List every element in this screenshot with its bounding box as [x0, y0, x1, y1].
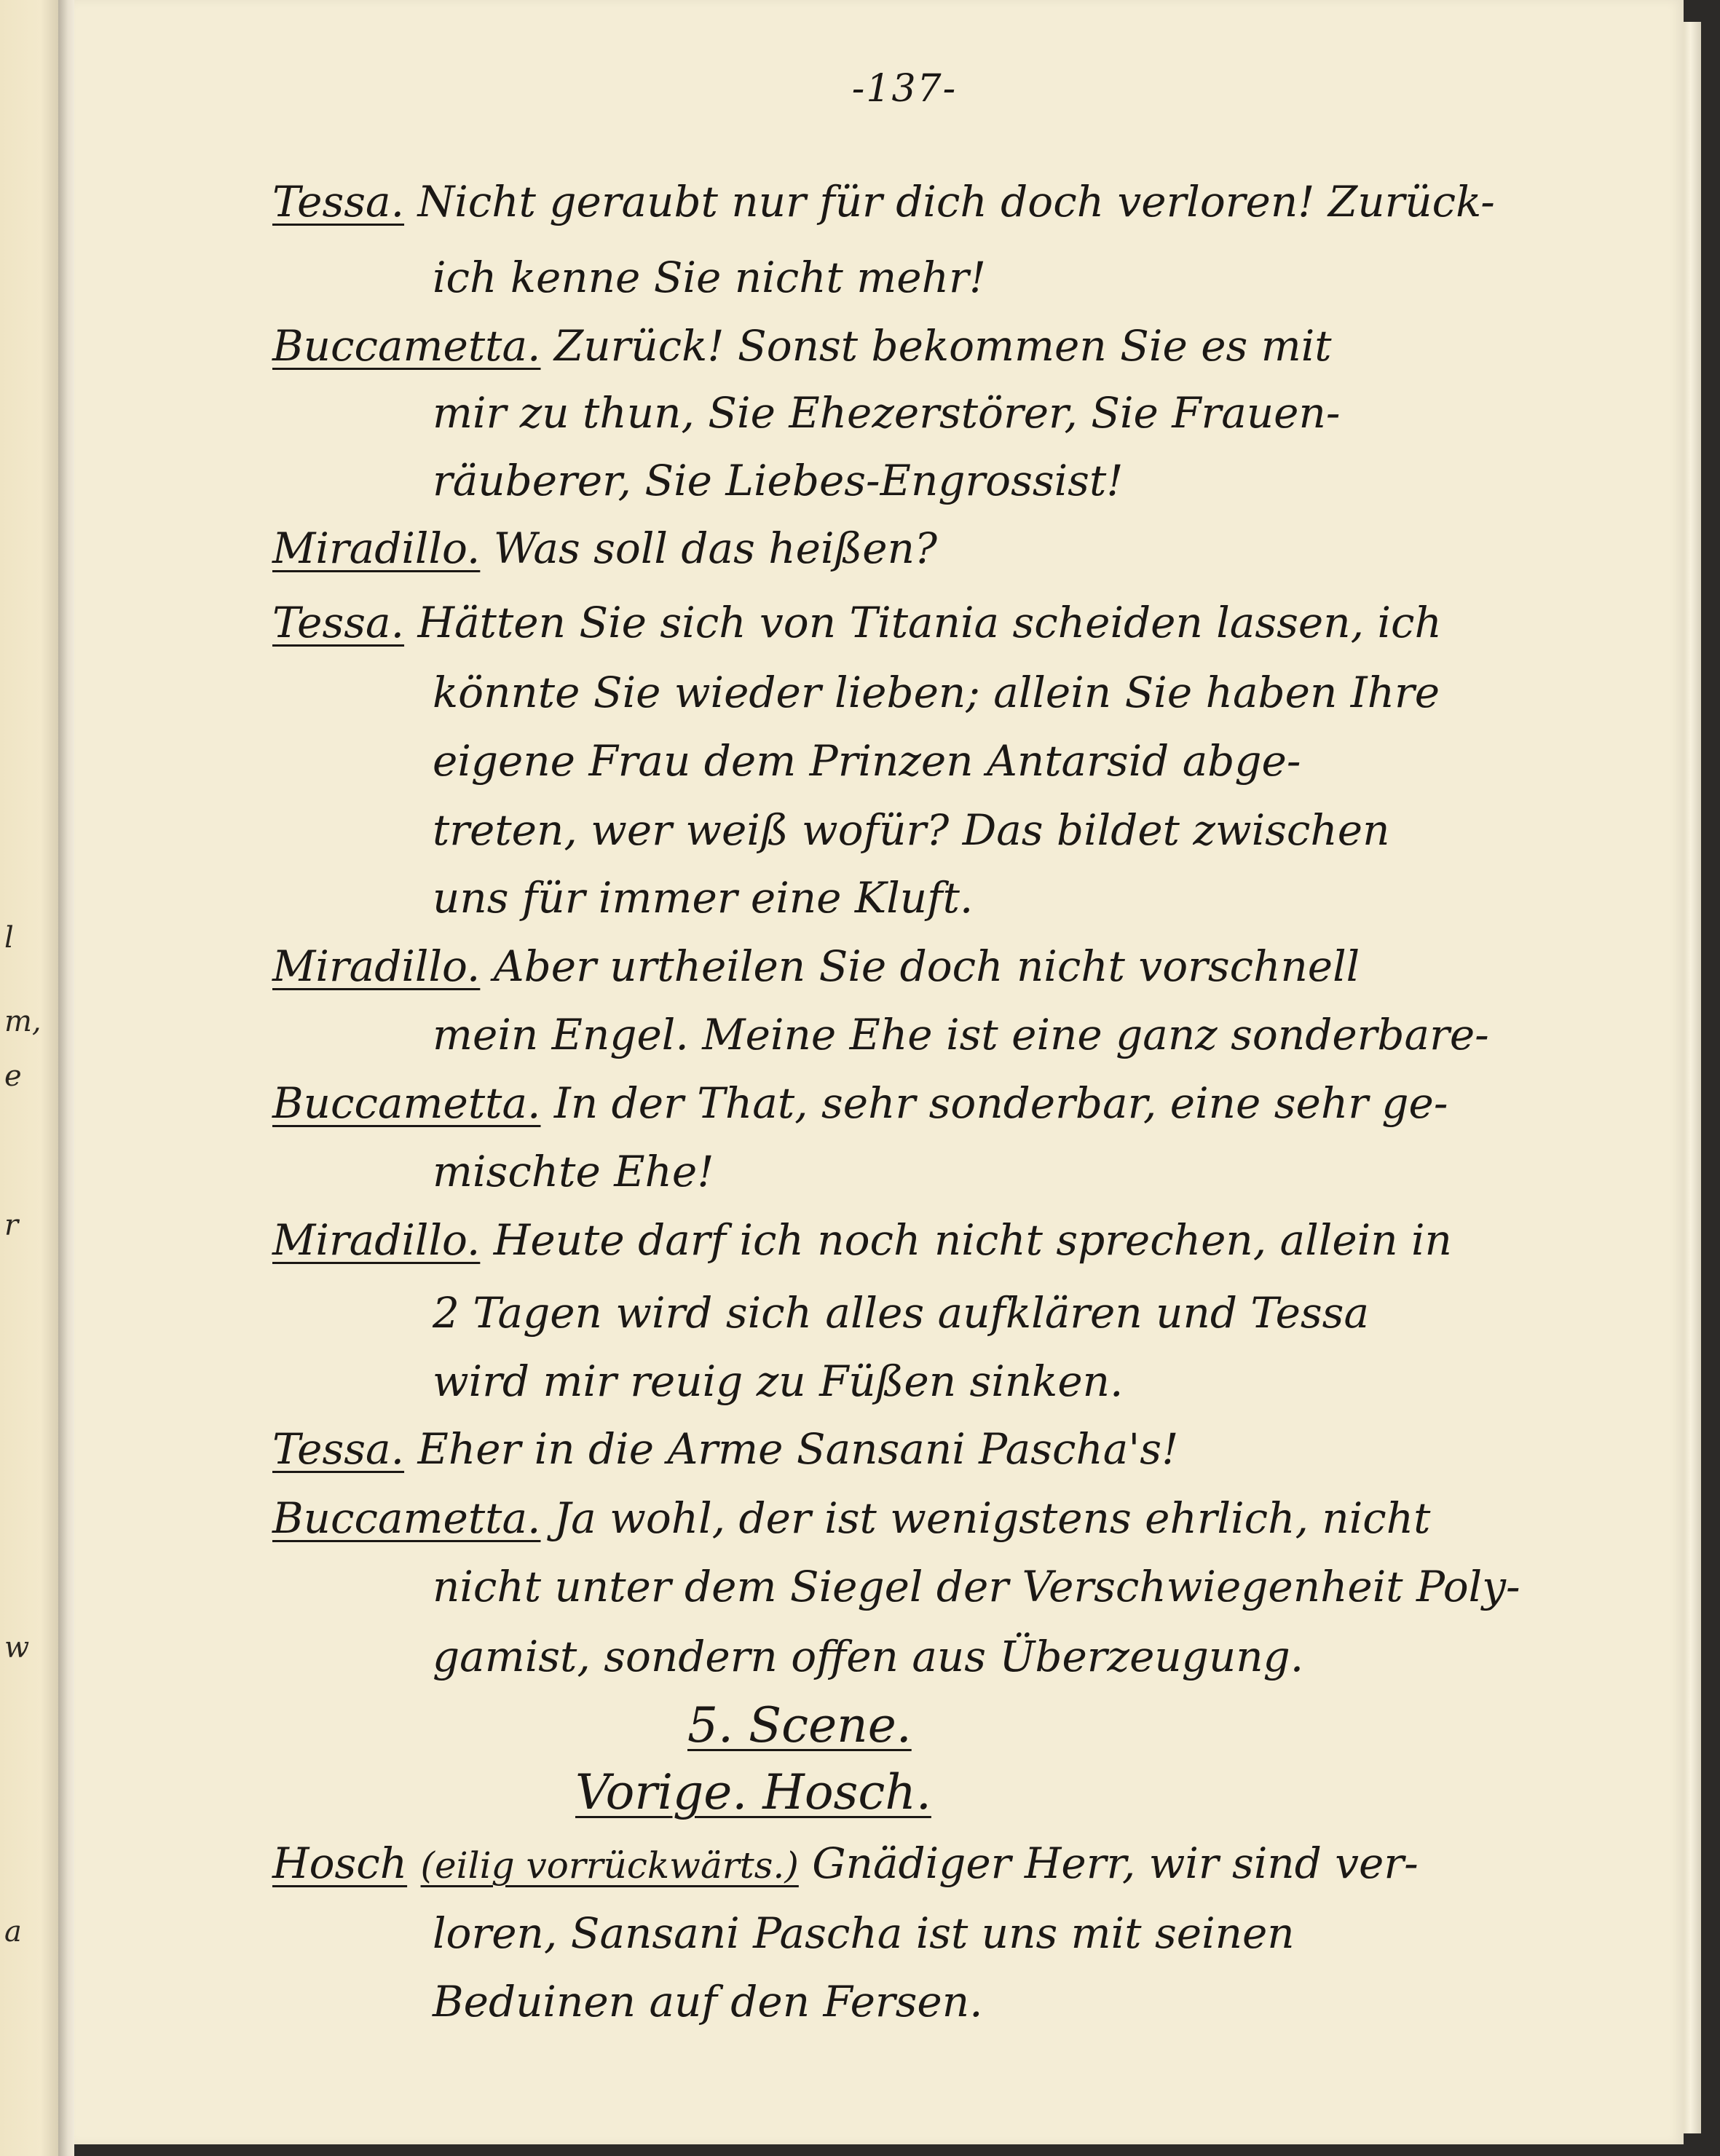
dialogue-line [433, 1009, 1489, 1060]
dialogue-line [272, 941, 1360, 992]
dialogue-line [433, 1287, 1369, 1338]
dialogue-line [272, 1078, 1448, 1129]
dialogue-line [433, 387, 1340, 438]
dialogue-line [272, 1838, 1419, 1891]
speaker-name: Tessa. [272, 1424, 405, 1474]
line-text: räuberer, Sie Liebes-Engrossist! [433, 456, 1124, 505]
line-text: gamist, sondern offen aus Überzeugung. [433, 1632, 1304, 1681]
line-text: uns für immer eine Kluft. [433, 873, 974, 923]
facing-page-text [0, 0, 58, 2156]
page-number: -137- [851, 67, 958, 111]
line-text: 2 Tagen wird sich alles aufklären und Tessa [433, 1288, 1370, 1338]
line-text: loren, Sansani Pascha ist uns mit seinen [433, 1908, 1295, 1958]
dialogue-line [272, 1215, 1452, 1265]
facing-page-fragment: r [4, 1209, 19, 1242]
dialogue-line [433, 735, 1301, 786]
speaker-name: Tessa. [272, 177, 405, 226]
book-gutter [58, 0, 74, 2156]
line-text: Nicht geraubt nur für dich doch verloren! Zurück- [417, 177, 1495, 226]
facing-page [0, 0, 58, 2156]
dialogue-line [272, 320, 1332, 371]
scene-heading: 5. Scene. [687, 1697, 912, 1753]
speaker-name: Buccametta. [272, 1493, 541, 1543]
speaker-name: Miradillo. [272, 941, 481, 991]
dialogue-line [433, 872, 973, 923]
dialogue-line [433, 1908, 1295, 1959]
facing-page-fragment: a [4, 1915, 22, 1948]
dialogue-line [272, 176, 1495, 227]
line-text: Beduinen auf den Fersen. [433, 1977, 983, 2026]
speaker-name: Hosch [272, 1839, 408, 1888]
line-text: könnte Sie wieder lieben; allein Sie haben Ihre [433, 668, 1440, 717]
dialogue-line [433, 455, 1124, 506]
line-text: nicht unter dem Siegel der Verschwiegenheit Poly- [433, 1562, 1520, 1611]
line-text: Eher in die Arme Sansani Pascha's! [417, 1424, 1179, 1474]
dialogue-line [433, 1631, 1303, 1682]
dialogue-line [272, 597, 1442, 648]
line-text: treten, wer weiß wofür? Das bildet zwischen [433, 805, 1390, 855]
line-text: Ja wohl, der ist wenigstens ehrlich, nicht [553, 1493, 1431, 1543]
speaker-name: Miradillo. [272, 524, 481, 573]
line-text: mein Engel. Meine Ehe ist eine ganz sonderbare- [433, 1010, 1489, 1059]
line-text: mischte Ehe! [433, 1147, 714, 1196]
line-text: wird mir reuig zu Füßen sinken. [433, 1357, 1124, 1406]
dialogue-line [272, 1493, 1430, 1544]
page-edge [1684, 22, 1701, 2133]
speaker-name: Buccametta. [272, 1078, 541, 1128]
speaker-name: Miradillo. [272, 1215, 481, 1265]
dialogue-line [272, 523, 937, 574]
line-text: Gnädiger Herr, wir sind ver- [812, 1839, 1419, 1888]
stage-direction: (eilig vorrückwärts.) [420, 1844, 799, 1887]
line-text: Aber urtheilen Sie doch nicht vorschnell [493, 941, 1360, 991]
line-text: Hätten Sie sich von Titania scheiden lassen, ich [417, 598, 1442, 647]
line-text: Zurück! Sonst bekommen Sie es mit [553, 321, 1332, 371]
dialogue-line [433, 1146, 714, 1197]
facing-page-fragment: e [4, 1059, 22, 1093]
line-text: eigene Frau dem Prinzen Antarsid abge- [433, 736, 1301, 786]
dialogue-line [433, 252, 986, 303]
manuscript-page [74, 0, 1684, 2144]
line-text: mir zu thun, Sie Ehezerstörer, Sie Frauen- [433, 388, 1341, 438]
facing-page-fragment: m, [4, 1005, 42, 1038]
dialogue-line [272, 1423, 1178, 1474]
line-text: In der That, sehr sonderbar, eine sehr ge- [553, 1078, 1448, 1128]
dialogue-line [433, 667, 1440, 718]
dialogue-line [433, 1356, 1123, 1407]
dialogue-line [433, 1976, 983, 2027]
dialogue-line [433, 805, 1389, 856]
facing-page-fragment: l [4, 921, 14, 955]
speaker-name: Tessa. [272, 598, 405, 647]
scene-cast: Vorige. Hosch. [575, 1764, 931, 1820]
speaker-name: Buccametta. [272, 321, 541, 371]
facing-page-fragment: w [4, 1631, 30, 1665]
line-text: Was soll das heißen? [493, 524, 938, 573]
dialogue-line [433, 1561, 1520, 1612]
line-text: ich kenne Sie nicht mehr! [433, 253, 987, 302]
line-text: Heute darf ich noch nicht sprechen, allein in [493, 1215, 1452, 1265]
